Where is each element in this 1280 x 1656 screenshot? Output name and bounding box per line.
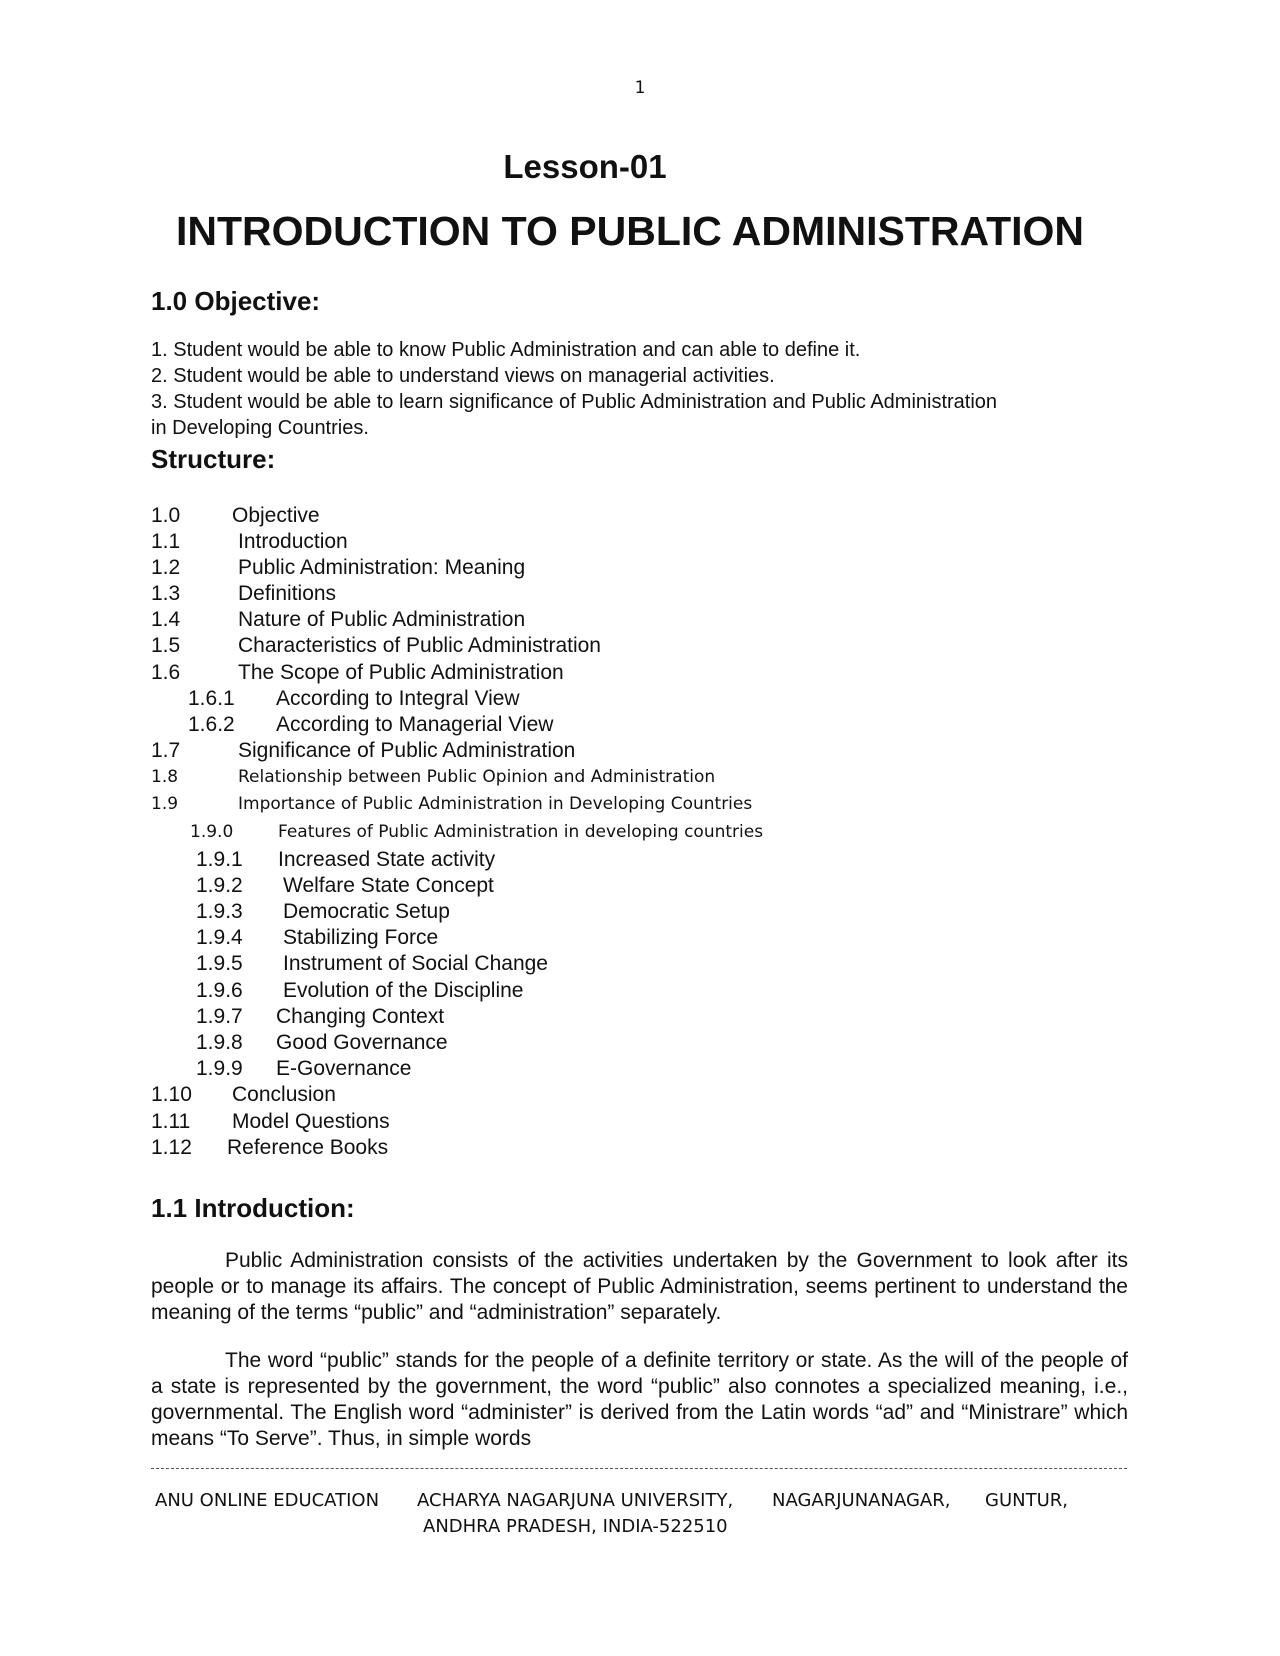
objective-item: in Developing Countries. — [151, 417, 369, 439]
structure-item-label: Significance of Public Administration — [238, 739, 576, 762]
structure-item-number: 1.6 — [151, 661, 181, 684]
structure-item-number: 1.9.0 — [190, 822, 234, 842]
structure-item-label: Features of Public Administration in developing countries — [278, 822, 764, 842]
structure-item-label: Good Governance — [276, 1031, 448, 1054]
structure-item-label: Democratic Setup — [283, 900, 450, 923]
footer-divider — [151, 1468, 1127, 1469]
footer-university: ACHARYA NAGARJUNA UNIVERSITY, — [417, 1490, 734, 1511]
page-number: 1 — [634, 78, 646, 98]
structure-item-label: Reference Books — [227, 1136, 389, 1159]
structure-item-label: Characteristics of Public Administration — [238, 634, 601, 657]
structure-item-number: 1.9.4 — [196, 926, 243, 949]
objective-item: 1. Student would be able to know Public Administration and can able to define it. — [151, 339, 861, 361]
paragraph-text: Public Administration consists of the activities undertaken by the Government to look after its people or to manage its affairs. The concept of Public Administration, seems pertinent to understand the meaning of the terms “public” and “administration” separately. — [151, 1249, 1128, 1324]
objective-item: 3. Student would be able to learn significance of Public Administration and Public Administration — [151, 391, 998, 413]
objective-heading: 1.0 Objective: — [151, 286, 321, 316]
structure-item-number: 1.7 — [151, 739, 181, 762]
structure-item-label: Public Administration: Meaning — [238, 556, 526, 579]
structure-item-label: Welfare State Concept — [283, 874, 494, 897]
structure-item-number: 1.8 — [151, 767, 179, 787]
structure-item-label: Objective — [232, 504, 320, 527]
footer-district: GUNTUR, — [985, 1490, 1068, 1511]
structure-item-number: 1.9.1 — [196, 848, 243, 871]
structure-heading: Structure: — [151, 444, 276, 474]
structure-item-label: The Scope of Public Administration — [238, 661, 564, 684]
structure-item-number: 1.1 — [151, 530, 181, 553]
structure-item-number: 1.9.5 — [196, 952, 243, 975]
structure-item-number: 1.9.8 — [196, 1031, 243, 1054]
structure-item-number: 1.12 — [151, 1136, 192, 1159]
structure-item-label: Conclusion — [232, 1083, 336, 1106]
structure-item-label: Importance of Public Administration in Developing Countries — [238, 794, 753, 814]
footer-org: ANU ONLINE EDUCATION — [155, 1490, 380, 1511]
structure-item-number: 1.10 — [151, 1083, 192, 1106]
structure-item-label: Model Questions — [232, 1110, 390, 1133]
structure-item-number: 1.9.6 — [196, 979, 243, 1002]
structure-item-number: 1.9.2 — [196, 874, 243, 897]
structure-item-label: Introduction — [238, 530, 348, 553]
page-title: INTRODUCTION TO PUBLIC ADMINISTRATION — [175, 208, 1085, 254]
introduction-paragraph-1 — [151, 1248, 1128, 1326]
structure-item-label: Relationship between Public Opinion and Administration — [238, 767, 716, 787]
structure-item-number: 1.5 — [151, 634, 181, 657]
structure-item-number: 1.9.3 — [196, 900, 243, 923]
lesson-label: Lesson-01 — [503, 148, 667, 185]
structure-item-label: E-Governance — [276, 1057, 412, 1080]
introduction-paragraph-2 — [151, 1348, 1128, 1452]
paragraph-text: The word “public” stands for the people of a definite territory or state. As the will of the people of a state is represented by the government, the word “public” also connotes a specialized meaning, i.e., governmental. The English word “administer” is derived from the Latin words “ad” and “Ministrare” which means “To Serve”. Thus, in simple words — [151, 1349, 1128, 1450]
structure-item-label: According to Managerial View — [276, 713, 554, 736]
structure-item-number: 1.9.7 — [196, 1005, 243, 1028]
structure-item-label: Definitions — [238, 582, 337, 605]
footer-town: NAGARJUNANAGAR, — [772, 1490, 951, 1511]
structure-item-number: 1.6.1 — [188, 687, 235, 710]
structure-item-number: 1.9.9 — [196, 1057, 243, 1080]
structure-item-number: 1.9 — [151, 794, 179, 814]
footer-address: ANDHRA PRADESH, INDIA-522510 — [423, 1516, 728, 1537]
structure-item-label: Nature of Public Administration — [238, 608, 526, 631]
structure-item-number: 1.0 — [151, 504, 181, 527]
structure-item-label: Increased State activity — [278, 848, 496, 871]
objective-item: 2. Student would be able to understand views on managerial activities. — [151, 365, 775, 387]
structure-item-label: According to Integral View — [276, 687, 520, 710]
structure-item-number: 1.6.2 — [188, 713, 235, 736]
introduction-heading: 1.1 Introduction: — [151, 1193, 355, 1223]
structure-item-number: 1.2 — [151, 556, 181, 579]
structure-item-label: Stabilizing Force — [283, 926, 439, 949]
structure-item-number: 1.11 — [151, 1110, 191, 1133]
structure-item-label: Changing Context — [276, 1005, 445, 1028]
structure-item-number: 1.4 — [151, 608, 181, 631]
structure-item-number: 1.3 — [151, 582, 181, 605]
structure-item-label: Evolution of the Discipline — [283, 979, 524, 1002]
structure-item-label: Instrument of Social Change — [283, 952, 548, 975]
